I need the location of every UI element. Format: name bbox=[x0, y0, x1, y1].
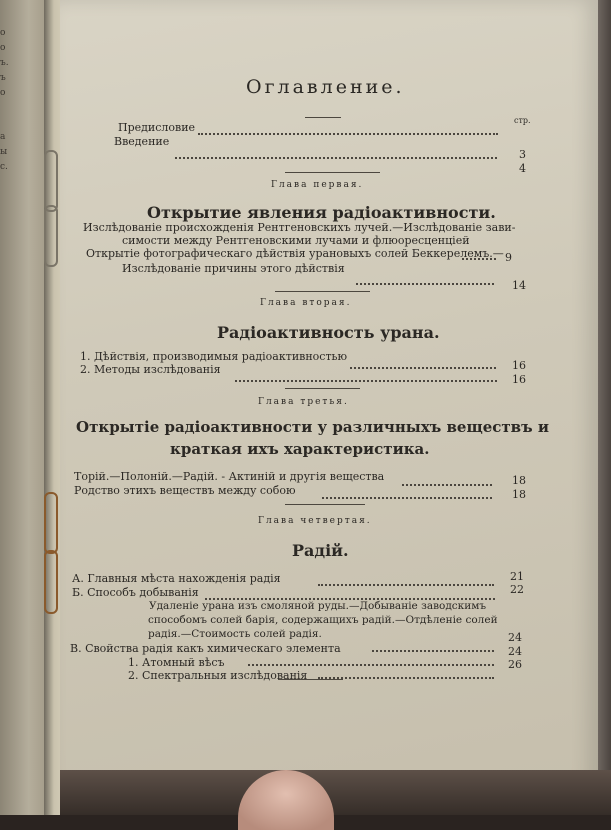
staple-middle bbox=[44, 492, 58, 554]
chapter-2-caption: Глава вторая. bbox=[260, 298, 352, 308]
chapter-2-item-2: 2. Методы изслѣдованія bbox=[80, 363, 221, 376]
leader-dots bbox=[322, 497, 492, 499]
chapter-4-sub-2: 2. Спектральныя изслѣдованія bbox=[128, 669, 308, 682]
chapter-4-caption: Глава четвертая. bbox=[258, 516, 372, 526]
end-rule bbox=[278, 679, 343, 680]
chapter-4-item-b-text-2: способомъ солей барія, содержащихъ радій.—Отдѣленіе солей bbox=[148, 614, 498, 626]
leader-dots bbox=[402, 484, 492, 486]
toc-entry-preface: Предисловие bbox=[118, 121, 196, 134]
chapter-3-page-1: 18 bbox=[512, 474, 526, 487]
toc-page-preface: 3 bbox=[519, 148, 526, 161]
chapter-2-heading: Радіоактивность урана. bbox=[217, 323, 440, 342]
toc-entry-introduction: Введение bbox=[114, 135, 170, 148]
leader-dots bbox=[248, 664, 494, 666]
leader-dots bbox=[356, 283, 494, 285]
chapter-4-item-v: В. Свойства радія какъ химическаго элемента bbox=[70, 642, 341, 655]
chapter-4-item-b: Б. Способъ добыванія bbox=[72, 586, 199, 599]
leader-dots bbox=[372, 650, 494, 652]
chapter-2-page-2: 16 bbox=[512, 373, 526, 386]
book-bottom-edge bbox=[60, 770, 611, 815]
left-page-text-fragment-2: а ы с. bbox=[0, 132, 8, 172]
leader-dots bbox=[350, 367, 496, 369]
chapter-1-line-1: Изслѣдованіе происхожденія Рентгеновскихъ лучей.—Изслѣдованіе зави- bbox=[83, 221, 516, 234]
toc-page-introduction: 4 bbox=[519, 162, 526, 175]
leader-dots bbox=[318, 677, 494, 679]
chapter-2-item-1: 1. Дѣйствія, производимыя радіоактивностью bbox=[80, 350, 348, 363]
book-cover-edge bbox=[598, 0, 611, 790]
chapter-4-heading: Радій. bbox=[292, 541, 349, 560]
chapter-4-page-sub-2: 26 bbox=[508, 658, 522, 671]
chapter-1-caption: Глава первая. bbox=[271, 180, 364, 190]
title-rule bbox=[305, 117, 341, 118]
chapter-3-item-1: Торій.—Полоній.—Радій. - Актиній и другія вещества bbox=[74, 470, 385, 483]
chapter-3-heading-line-2: краткая ихъ характеристика. bbox=[170, 440, 430, 458]
staple-top bbox=[44, 150, 58, 212]
leader-dots bbox=[235, 380, 497, 382]
chapter-1-line-3: Открытіе фотографическаго дѣйствія урановыхъ солей Беккерелемъ.— bbox=[86, 247, 504, 260]
section-rule bbox=[285, 504, 365, 505]
chapter-4-page-sub-1: 24 bbox=[508, 645, 522, 658]
toc-title: Оглавление. bbox=[246, 76, 405, 98]
section-rule bbox=[285, 388, 360, 389]
chapter-1-line-4: Изслѣдованіе причины этого дѣйствія bbox=[122, 262, 345, 275]
leader-dots bbox=[175, 157, 497, 159]
left-page-text-fragment: о о ъ. ъ о bbox=[0, 28, 9, 98]
chapter-3-caption: Глава третья. bbox=[258, 397, 349, 407]
chapter-3-item-2: Родство этихъ веществъ между собою bbox=[74, 484, 296, 497]
chapter-1-line-2: симости между Рентгеновскими лучами и флюоресценціей bbox=[122, 234, 470, 247]
leader-dots bbox=[198, 133, 498, 135]
section-rule bbox=[275, 291, 370, 292]
chapter-3-page-2: 18 bbox=[512, 488, 526, 501]
chapter-1-page-1: 9 bbox=[505, 251, 512, 264]
chapter-4-sub-1: 1. Атомный вѣсъ bbox=[128, 656, 225, 669]
chapter-1-page-2: 14 bbox=[512, 279, 526, 292]
chapter-2-page-1: 16 bbox=[512, 359, 526, 372]
staple-bottom bbox=[44, 550, 58, 614]
chapter-4-item-b-text-3: радія.—Стоимость солей радія. bbox=[148, 628, 322, 640]
chapter-1-heading: Открытие явления радіоактивности. bbox=[147, 203, 496, 222]
left-page-edge bbox=[0, 0, 48, 815]
leader-dots bbox=[318, 584, 494, 586]
chapter-4-item-b-text-1: Удаленіе урана изъ смоляной руды.—Добываніе заводскимъ bbox=[149, 600, 487, 612]
chapter-3-heading-line-1: Открытіе радіоактивности у различныхъ веществъ и bbox=[76, 418, 549, 436]
chapter-4-item-a: А. Главныя мѣста нахожденія радія bbox=[72, 572, 281, 585]
section-rule bbox=[285, 172, 380, 173]
chapter-4-page-a: 21 bbox=[510, 570, 524, 583]
chapter-4-page-v: 24 bbox=[508, 631, 522, 644]
staple-upper bbox=[44, 205, 58, 267]
chapter-4-page-b: 22 bbox=[510, 583, 524, 596]
page-column-header: стр. bbox=[514, 116, 531, 125]
